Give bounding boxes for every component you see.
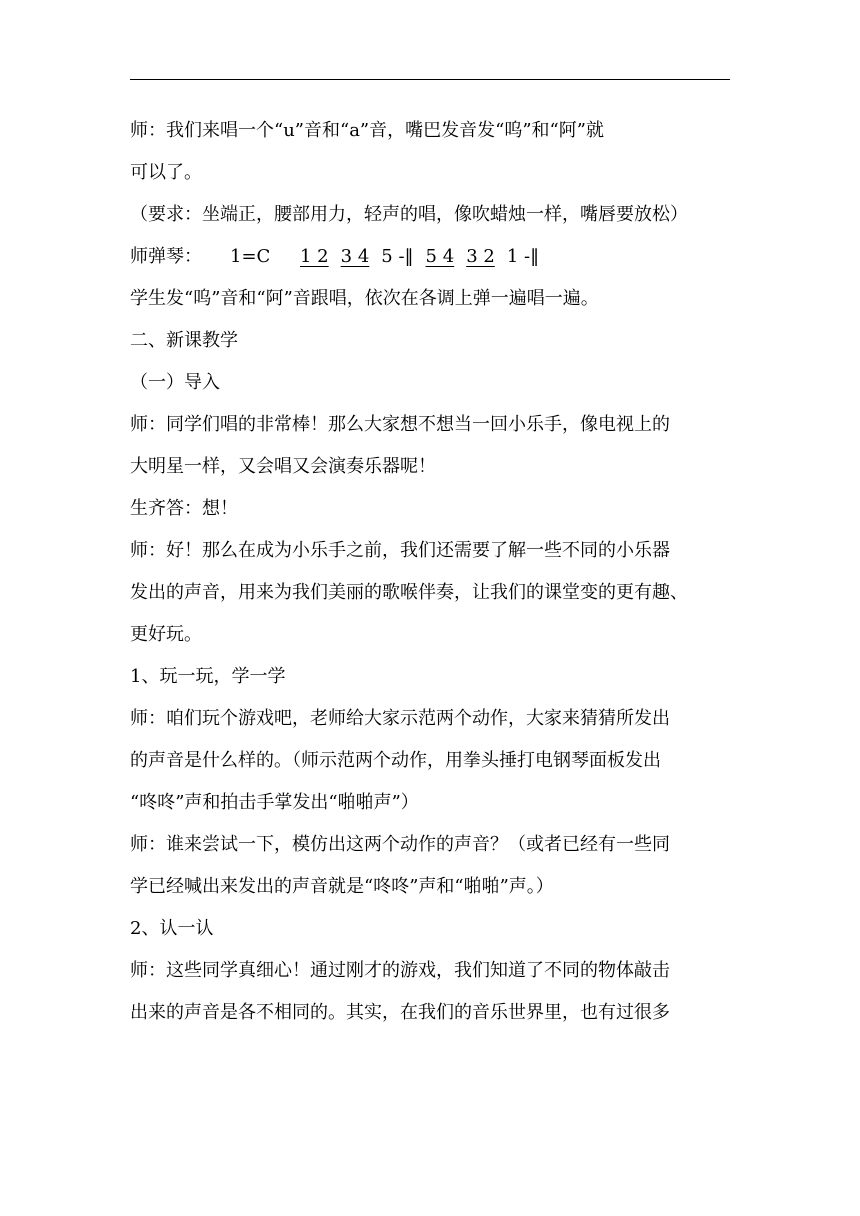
paragraph-line: （要求：坐端正，腰部用力，轻声的唱，像吹蜡烛一样，嘴唇要放松）: [130, 204, 688, 225]
section-heading: 二、新课教学: [130, 330, 238, 351]
document-body: [130, 110, 734, 1034]
paragraph-line: 师：好！那么在成为小乐手之前，我们还需要了解一些不同的小乐器: [130, 540, 670, 561]
note-group: 5 -‖: [381, 246, 414, 267]
header-rule: [130, 79, 730, 80]
paragraph-line: 师：我们来唱一个“u”音和“a”音，嘴巴发音发“呜”和“阿”就: [130, 120, 604, 141]
paragraph-line: 大明星一样，又会唱又会演奏乐器呢！: [130, 456, 436, 477]
paragraph-line: “咚咚”声和拍击手掌发出“啪啪声”）: [130, 792, 419, 813]
paragraph-line: 更好玩。: [130, 624, 202, 645]
paragraph-line: 师：同学们唱的非常棒！那么大家想不想当一回小乐手，像电视上的: [130, 414, 670, 435]
note-group: 1 -‖: [506, 246, 540, 267]
paragraph-line: 学生发“呜”音和“阿”音跟唱，依次在各调上弹一遍唱一遍。: [130, 288, 599, 309]
paragraph-line: 师：咱们玩个游戏吧，老师给大家示范两个动作，大家来猜猜所发出: [130, 708, 670, 729]
paragraph-line: 学已经喊出来发出的声音就是“咚咚”声和“啪啪”声。）: [130, 876, 554, 897]
paragraph-line: 的声音是什么样的。（师示范两个动作，用拳头捶打电钢琴面板发出: [130, 750, 661, 771]
subsection-heading: 1、玩一玩，学一学: [130, 666, 286, 687]
score-key: 1=C: [230, 246, 271, 267]
score-line: [130, 236, 734, 278]
score-label: 师弹琴：: [130, 246, 202, 267]
paragraph-line: 可以了。: [130, 162, 202, 183]
note-group: 3 2: [466, 246, 495, 267]
paragraph-line: 师：谁来尝试一下，模仿出这两个动作的声音？（或者已经有一些同: [130, 834, 670, 855]
note-group: 5 4: [425, 246, 455, 267]
note-group: 1 2: [300, 246, 329, 267]
note-group: 3 4: [340, 246, 370, 267]
subsection-heading: （一）导入: [130, 372, 220, 393]
paragraph-line: 师：这些同学真细心！通过刚才的游戏，我们知道了不同的物体敲击: [130, 960, 670, 981]
paragraph-line: 出来的声音是各不相同的。其实，在我们的音乐世界里，也有过很多: [130, 1002, 670, 1023]
subsection-heading: 2、认一认: [130, 918, 214, 939]
paragraph-line: 发出的声音，用来为我们美丽的歌喉伴奏，让我们的课堂变的更有趣、: [130, 582, 688, 603]
paragraph-line: 生齐答：想！: [130, 498, 238, 519]
